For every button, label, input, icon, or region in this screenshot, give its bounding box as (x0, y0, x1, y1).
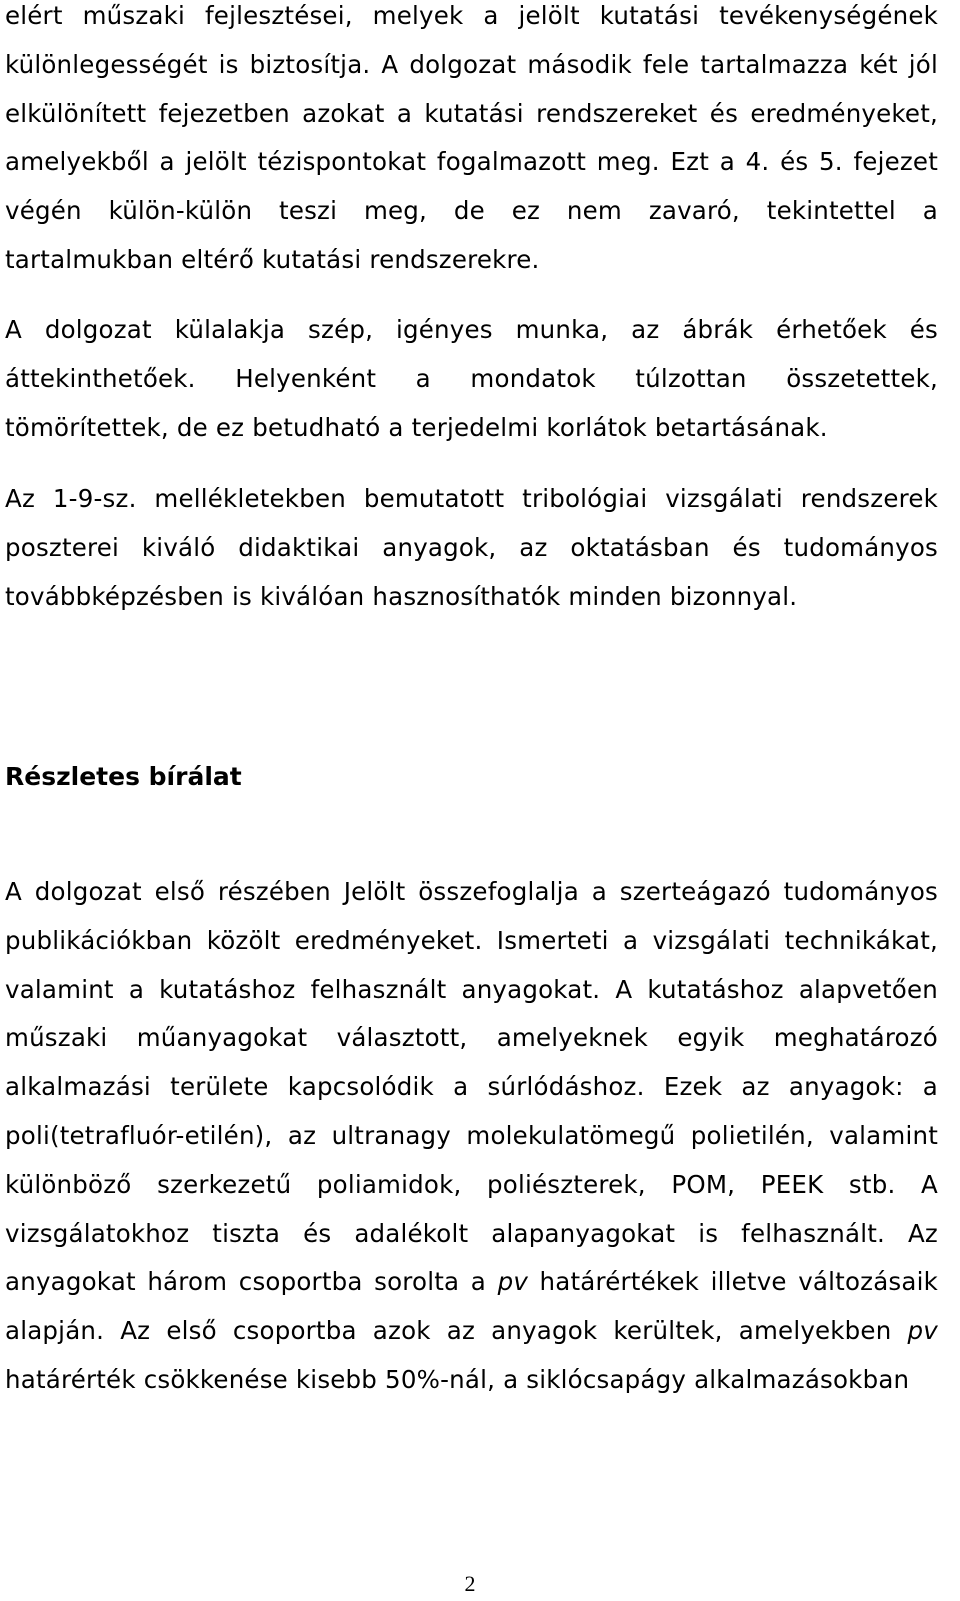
body-paragraph: elért műszaki fejlesztései, melyek a jelölt kutatási tevékenységének különlegességét is biztosítja. A dolgozat második fele tartalmazza két jól elkülönített fejezetben azokat a kutatási rendszereket és eredményeket, amelyekből a jelölt tézispontokat fogalmazott meg. Ezt a 4. és 5. fejezet végén külön-külön teszi meg, de ez nem zavaró, tekintettel a tartalmukban eltérő kutatási rendszerekre. (5, 1, 938, 274)
detail-paragraph (5, 868, 938, 1405)
body-paragraph: Az 1-9-sz. mellékletekben bemutatott tribológiai vizsgálati rendszerek poszterei kiváló didaktikai anyagok, az oktatásban és tudományos továbbképzésben is kiválóan hasznosíthatók minden bizonnyal. (5, 484, 938, 611)
pv-symbol: pv (497, 1267, 529, 1297)
section-heading: Részletes bírálat (5, 762, 242, 791)
detail-text: határérték csökkenése kisebb 50%-nál, a siklócsapágy alkalmazásokban (5, 1364, 910, 1394)
detail-text: A dolgozat első részében Jelölt összefoglalja a szerteágazó tudományos publikációkban közölt eredményeket. Ismerteti a vizsgálati technikákat, valamint a kutatáshoz felhasznált anyagokat. A kutatáshoz alapvetően műszaki műanyagokat választott, amelyeknek egyik meghatározó alkalmazási területe kapcsolódik a súrlódáshoz. Ezek az anyagok: a poli(tetrafluór-etilén), az ultranagy molekulatömegű polietilén, valamint különböző szerkezetű poliamidok, poliészterek, POM, PEEK stb. A vizsgálatokhoz tiszta és adalékolt alapanyagokat is felhasznált. Az anyagokat három csoportba sorolta a (5, 877, 938, 1297)
page-number: 2 (464, 1571, 476, 1596)
pv-symbol: pv (907, 1316, 938, 1346)
body-paragraph: A dolgozat külalakja szép, igényes munka, az ábrák érhetőek és áttekinthetőek. Helyenként a mondatok túlzottan összetettek, tömörítettek, de ez betudható a terjedelmi korlátok betartásának. (5, 315, 938, 442)
detail-text: határértékek illetve változásaik alapján. Az első csoportba azok az anyagok kerültek, amelyekben (5, 1267, 938, 1346)
